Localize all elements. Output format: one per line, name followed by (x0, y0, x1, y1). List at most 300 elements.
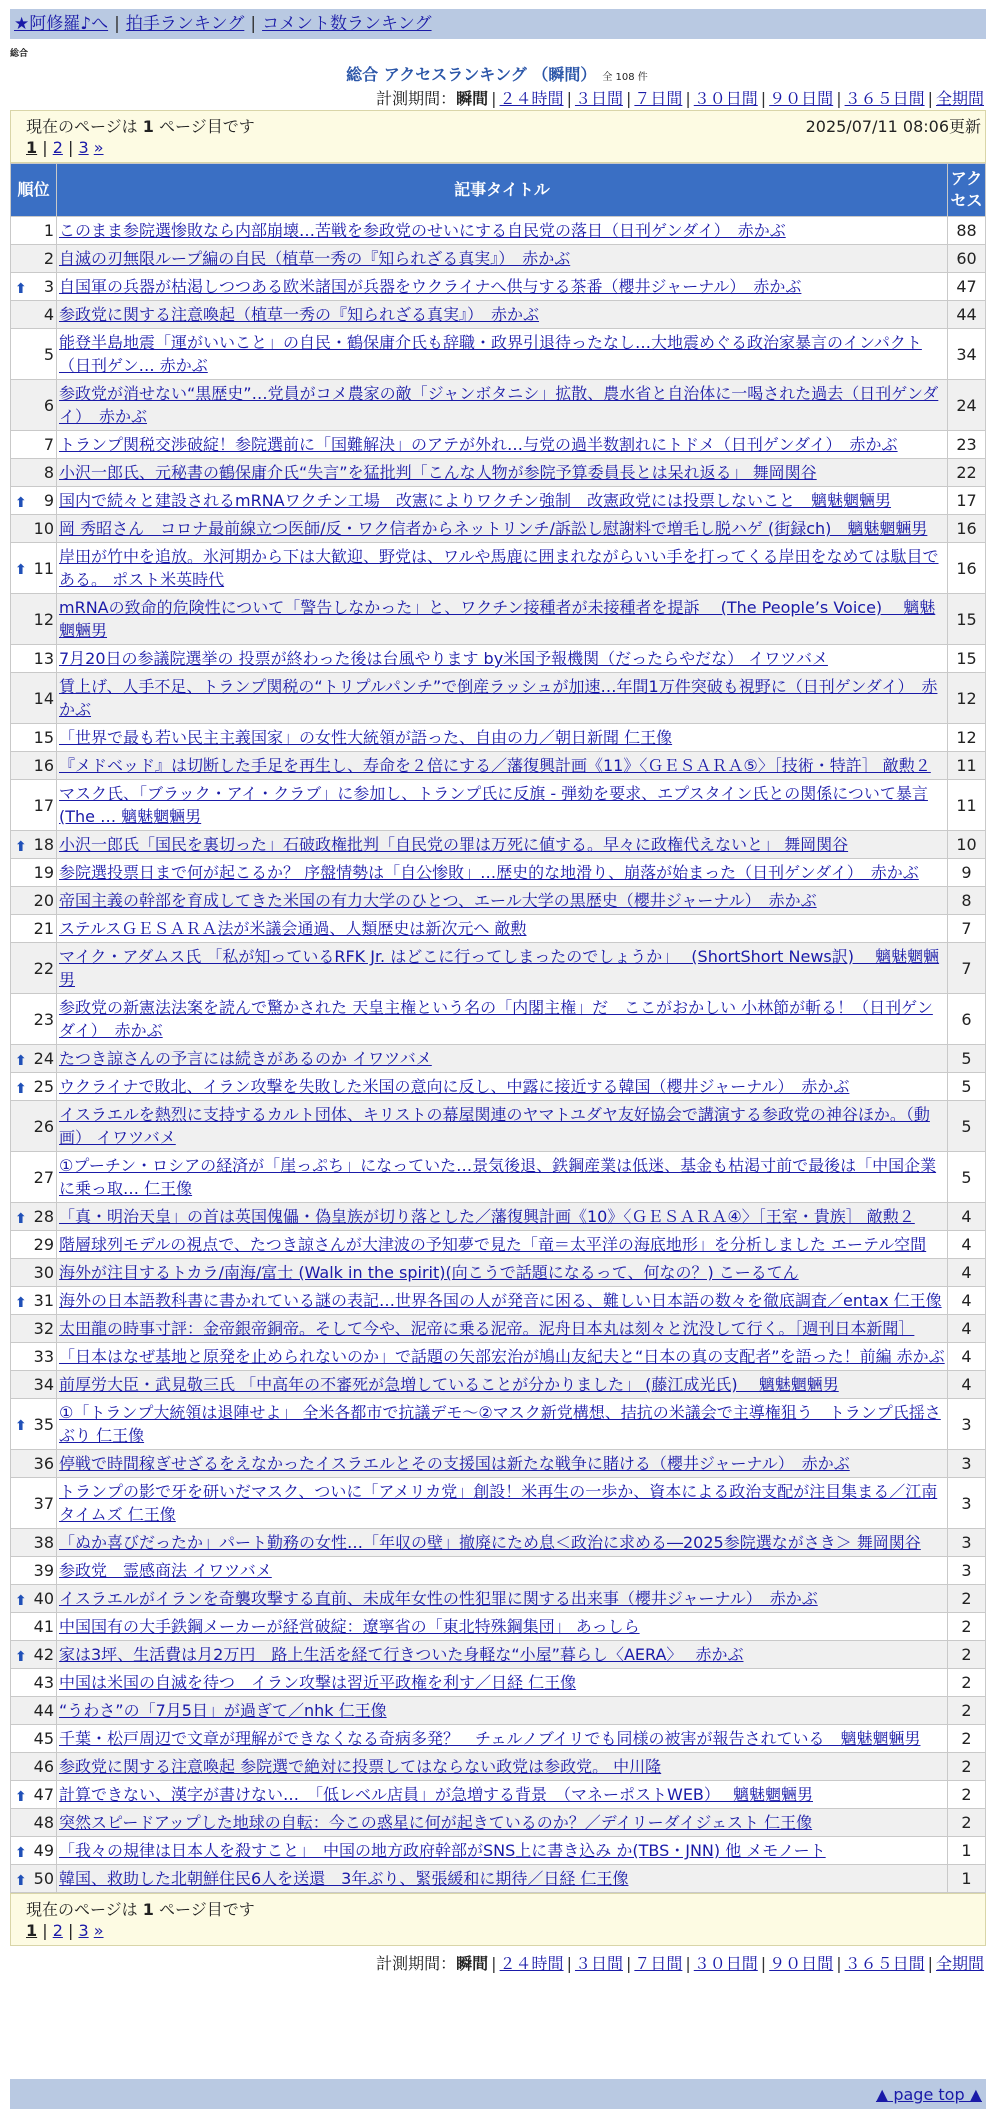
period-link[interactable]: ２４時間 (499, 1954, 564, 1973)
period-link[interactable]: ３６５日間 (844, 89, 925, 108)
table-row (11, 1641, 986, 1669)
nav-separator: | (114, 14, 120, 34)
article-link[interactable]: 家は3坪、生活費は月2万円 路上生活を経て行きついた身軽な“小屋”暮らし〈AERA〉 赤かぶ (59, 1645, 744, 1664)
table-row (11, 1725, 986, 1753)
article-link[interactable]: 中国は米国の自滅を待つ イラン攻撃は習近平政権を利す／日経 仁王像 (59, 1673, 577, 1692)
title-cell (57, 1478, 948, 1529)
title-cell (57, 1725, 948, 1753)
period-separator: | (760, 89, 767, 108)
access-count: 24 (948, 380, 986, 431)
rank-cell (11, 1809, 57, 1837)
page-top-link[interactable]: ▲ page top ▲ (875, 2085, 982, 2104)
table-row (11, 1450, 986, 1478)
article-link[interactable]: 計算できない、漢字が書けない… 「低レベル店員」が急増する背景 （マネーポストWEB） 魑魅魍魎男 (59, 1785, 813, 1804)
article-link[interactable]: 「日本はなぜ基地と原発を止められないのか」で話題の矢部宏治が鳩山友紀夫と“日本の真の支配者”を語った！前編 赤かぶ (59, 1347, 945, 1366)
rank-cell (11, 1073, 57, 1101)
access-count: 1 (948, 1837, 986, 1865)
access-count: 11 (948, 780, 986, 831)
pager-separator: | (37, 138, 53, 157)
table-row (11, 1478, 986, 1529)
period-link[interactable]: ９０日間 (769, 89, 834, 108)
article-link[interactable]: ①プーチン・ロシアの経済が「崖っぷち」になっていた…景気後退、鉄鋼産業は低迷、基金も枯渇寸前で最後は「中国企業に乗っ取… 仁王像 (59, 1156, 937, 1198)
article-link[interactable]: 国内で続々と建設されるmRNAワクチン工場 改憲によりワクチン強制 改憲政党には投票しないこと 魑魅魍魎男 (59, 491, 892, 510)
pager-page-link[interactable]: 2 (52, 138, 63, 157)
pager-current-page: 1 (26, 1921, 38, 1940)
title-cell (57, 915, 948, 943)
rank-number: 42 (33, 1645, 54, 1664)
article-link[interactable]: 参政党に関する注意喚起（植草一秀の『知られざる真実』） 赤かぶ (59, 305, 540, 324)
rank-cell (11, 887, 57, 915)
table-row (11, 752, 986, 780)
article-link[interactable]: 岡 秀昭さん コロナ最前線立つ医師/反・ワク信者からネットリンチ/訴訟し慰謝料で増毛し脱ハゲ (街録ch) 魑魅魍魎男 (59, 519, 928, 538)
access-count: 4 (948, 1343, 986, 1371)
access-count: 4 (948, 1231, 986, 1259)
rank-up-arrow-icon: ⬆ (15, 280, 27, 297)
rank-cell (11, 1529, 57, 1557)
access-count: 2 (948, 1585, 986, 1613)
period-link[interactable]: ３日間 (574, 1954, 623, 1973)
access-count: 2 (948, 1641, 986, 1669)
access-count: 16 (948, 515, 986, 543)
article-link[interactable]: ①「トランプ大統領は退陣せよ」 全米各都市で抗議デモ～②マスク新党構想、拮抗の米議会で主導権狙う トランプ氏揺さぶり 仁王像 (59, 1403, 941, 1445)
article-link[interactable]: 自国軍の兵器が枯渇しつつある欧米諸国が兵器をウクライナへ供与する茶番（櫻井ジャーナル） 赤かぶ (59, 277, 802, 296)
period-link[interactable]: ２４時間 (499, 89, 564, 108)
period-link[interactable]: ３０日間 (693, 1954, 758, 1973)
access-count: 44 (948, 301, 986, 329)
table-row (11, 1259, 986, 1287)
table-row (11, 1837, 986, 1865)
access-count: 7 (948, 943, 986, 994)
rank-number: 36 (33, 1454, 54, 1473)
title-cell (57, 780, 948, 831)
rank-cell (11, 217, 57, 245)
rank-number: 2 (43, 249, 54, 268)
rank-cell (11, 245, 57, 273)
table-row (11, 673, 986, 724)
rank-cell (11, 724, 57, 752)
pager-page-link[interactable]: 3 (78, 138, 89, 157)
rank-number: 22 (33, 958, 54, 978)
access-count: 2 (948, 1781, 986, 1809)
article-link[interactable]: 参政党 霊感商法 イワツバメ (59, 1561, 272, 1580)
rank-number: 41 (33, 1617, 54, 1636)
rank-number: 47 (33, 1785, 54, 1804)
rank-cell (11, 329, 57, 380)
article-link[interactable]: 「世界で最も若い民主主義国家」の女性大統領が語った、自由の力／朝日新聞 仁王像 (59, 728, 673, 747)
table-row (11, 1045, 986, 1073)
table-row (11, 1231, 986, 1259)
rank-number: 43 (33, 1673, 54, 1692)
rank-cell (11, 780, 57, 831)
rank-number: 37 (33, 1493, 54, 1513)
title-cell (57, 543, 948, 594)
article-link[interactable]: 7月20日の参議院選挙の 投票が終わった後は台風やります by米国予報機関（だったらやだな） イワツバメ (59, 649, 828, 668)
table-row (11, 859, 986, 887)
table-row (11, 1073, 986, 1101)
rank-number: 31 (33, 1291, 54, 1310)
article-link[interactable]: 『メドベッド』は切断した手足を再生し、寿命を２倍にする／藩復興計画《11》〈ＧＥＳＡＲＡ⑤〉［技術・特許］ 敵勲２ (59, 756, 931, 775)
access-count: 2 (948, 1613, 986, 1641)
rank-cell (11, 301, 57, 329)
table-row (11, 943, 986, 994)
title-cell (57, 1697, 948, 1725)
rank-number: 1 (43, 221, 54, 240)
table-row (11, 994, 986, 1045)
period-link[interactable]: 全期間 (935, 1954, 984, 1973)
table-row (11, 380, 986, 431)
access-count: 12 (948, 673, 986, 724)
rank-cell (11, 943, 57, 994)
rank-cell (11, 1371, 57, 1399)
period-link[interactable]: 全期間 (935, 89, 984, 108)
ranking-table (10, 163, 986, 1893)
rank-cell (11, 859, 57, 887)
rank-cell (11, 1641, 57, 1669)
article-link[interactable]: 自滅の刃無限ループ編の自民（植草一秀の『知られざる真実』） 赤かぶ (59, 249, 571, 268)
title-cell (57, 831, 948, 859)
rank-number: 6 (43, 395, 54, 415)
table-row (11, 487, 986, 515)
access-count: 6 (948, 994, 986, 1045)
article-link[interactable]: 帝国主義の幹部を育成してきた米国の有力大学のひとつ、エール大学の黒歴史（櫻井ジャーナル） 赤かぶ (59, 891, 817, 910)
rank-cell (11, 1613, 57, 1641)
period-separator: | (491, 1954, 497, 1973)
rank-number: 9 (43, 491, 54, 510)
bottom-bar (10, 2079, 986, 2109)
article-link[interactable]: 「真・明治天皇」の首は英国傀儡・偽皇族が切り落とした／藩復興計画《10》〈ＧＥＳＡＲＡ④〉［王室・貴族］ 敵勲２ (59, 1207, 915, 1226)
access-count: 17 (948, 487, 986, 515)
article-link[interactable]: 千葉・松戸周辺で文章が理解ができなくなる奇病多発？ チェルノブイリでも同様の被害が報告されている 魑魅魍魎男 (59, 1729, 921, 1748)
title-cell (57, 1259, 948, 1287)
article-link[interactable]: たつき諒さんの予言には続きがあるのか イワツバメ (59, 1049, 432, 1068)
title-cell (57, 217, 948, 245)
title-cell (57, 1753, 948, 1781)
title-cell (57, 1203, 948, 1231)
table-row (11, 1865, 986, 1893)
article-link[interactable]: マスク氏、「ブラック・アイ・クラブ」に参加し、トランプ氏に反旗 - 弾劾を要求、エプスタイン氏との関係について暴言(The … 魑魅魍魎男 (59, 784, 928, 826)
title-cell (57, 380, 948, 431)
table-row (11, 780, 986, 831)
rank-number: 29 (33, 1235, 54, 1254)
title-cell (57, 994, 948, 1045)
rank-up-arrow-icon: ⬆ (15, 562, 27, 578)
title-cell (57, 515, 948, 543)
rank-number: 10 (33, 519, 54, 538)
article-link[interactable]: イスラエルを熱烈に支持するカルト団体、キリストの幕屋関連のヤマトユダヤ友好協会で講演する参政党の神谷ほか。（動画） イワツバメ (59, 1105, 930, 1147)
title-cell (57, 487, 948, 515)
rank-cell (11, 1399, 57, 1450)
period-label: 計測期間： (376, 1954, 457, 1973)
article-link[interactable]: 前厚労大臣・武見敬三氏 「中高年の不審死が急増していることが分かりました」 (藤江成光氏) 魑魅魍魎男 (59, 1375, 839, 1394)
clap-ranking-link[interactable]: 拍手ランキング (125, 14, 245, 34)
page-info: 現在のページは 1 ページ目です (26, 117, 255, 136)
table-row (11, 1315, 986, 1343)
title-cell (57, 1585, 948, 1613)
period-separator: | (566, 1954, 572, 1973)
access-count: 5 (948, 1045, 986, 1073)
rank-cell (11, 1478, 57, 1529)
title-cell (57, 1399, 948, 1450)
rank-number: 7 (43, 435, 54, 454)
rank-number: 35 (33, 1414, 54, 1434)
article-link[interactable]: 韓国、救助した北朝鮮住民6人を送還 3年ぶり、緊張緩和に期待／日経 仁王像 (59, 1869, 629, 1888)
rank-number: 3 (43, 277, 54, 296)
ranking-title: 総合 アクセスランキング （瞬間） (346, 65, 597, 84)
rank-number: 39 (33, 1561, 54, 1580)
article-link[interactable]: 能登半島地震「運がいいこと」の自民・鶴保庸介氏も辞職・政界引退待ったなし…大地震めぐる政治家暴言のインパクト（日刊ゲン… 赤かぶ (59, 333, 922, 375)
home-link[interactable]: ★阿修羅♪へ (14, 14, 109, 34)
pager-page-link[interactable]: 3 (78, 1921, 89, 1940)
rank-number: 13 (33, 649, 54, 668)
article-link[interactable]: ウクライナで敗北、イラン攻撃を失敗した米国の意向に反し、中露に接近する韓国（櫻井ジャーナル） 赤かぶ (59, 1077, 850, 1096)
table-row (11, 1781, 986, 1809)
period-link[interactable]: ９０日間 (769, 1954, 834, 1973)
title-cell (57, 431, 948, 459)
table-row (11, 1152, 986, 1203)
access-count: 1 (948, 1865, 986, 1893)
access-count: 5 (948, 1073, 986, 1101)
access-count: 2 (948, 1697, 986, 1725)
article-link[interactable]: イスラエルがイランを奇襲攻撃する直前、未成年女性の性犯罪に関する出来事（櫻井ジャーナル） 赤かぶ (59, 1589, 818, 1608)
pager-next-link[interactable]: » (93, 1921, 104, 1940)
title-cell (57, 1450, 948, 1478)
title-cell (57, 1669, 948, 1697)
table-row (11, 645, 986, 673)
article-link[interactable]: 階層球列モデルの視点で、たつき諒さんが大津波の予知夢で見た「竜＝太平洋の海底地形」を分析しました エーテル空間 (59, 1235, 927, 1254)
title-cell (57, 1529, 948, 1557)
title-cell (57, 1865, 948, 1893)
access-count: 10 (948, 831, 986, 859)
title-column-header: 記事タイトル (57, 164, 948, 217)
table-row (11, 1585, 986, 1613)
title-cell (57, 1152, 948, 1203)
rank-number: 45 (33, 1729, 54, 1748)
rank-cell (11, 915, 57, 943)
period-link[interactable]: ３６５日間 (844, 1954, 925, 1973)
rank-up-arrow-icon: ⬆ (15, 1080, 27, 1097)
article-link[interactable]: 参政党に関する注意喚起 参院選で絶対に投票してはならない政党は参政党。 中川隆 (59, 1757, 662, 1776)
rank-number: 25 (33, 1077, 54, 1096)
rank-cell (11, 1343, 57, 1371)
title-cell (57, 594, 948, 645)
period-separator: | (685, 1954, 691, 1973)
article-link[interactable]: 参政党が消せない“黒歴史”…党員がコメ農家の敵「ジャンボタニシ」拡散、農水省と自治体に一喝された過去（日刊ゲンダイ） 赤かぶ (59, 384, 939, 426)
rank-cell (11, 380, 57, 431)
period-link[interactable]: ７日間 (634, 1954, 683, 1973)
pager-next-link[interactable]: » (93, 138, 104, 157)
rank-up-arrow-icon: ⬆ (15, 1592, 27, 1609)
pager-separator: | (62, 138, 79, 157)
rank-cell (11, 1697, 57, 1725)
table-header-row (11, 164, 986, 217)
page-info-panel-bottom (10, 1893, 986, 1946)
title-cell (57, 1809, 948, 1837)
article-link[interactable]: 参院選投票日まで何が起こるか？ 序盤情勢は「自公惨敗」…歴史的な地滑り、崩落が始まった（日刊ゲンダイ） 赤かぶ (59, 863, 919, 882)
article-link[interactable]: マイク・アダムス氏 「私が知っているRFK Jr. はどこに行ってしまったのでしょうか」 (ShortShort News訳) 魑魅魍魎男 (59, 947, 940, 989)
pager-separator: | (62, 1921, 79, 1940)
article-link[interactable]: このまま参院選惨敗なら内部崩壊…苦戦を参政党のせいにする自民党の落日（日刊ゲンダイ） 赤かぶ (59, 221, 786, 240)
rank-cell (11, 1152, 57, 1203)
title-cell (57, 301, 948, 329)
access-count: 88 (948, 217, 986, 245)
access-count: 12 (948, 724, 986, 752)
rank-number: 26 (33, 1116, 54, 1136)
rank-number: 46 (33, 1757, 54, 1776)
pager-current-page: 1 (26, 138, 38, 157)
table-row (11, 1371, 986, 1399)
table-row (11, 724, 986, 752)
rank-cell (11, 1203, 57, 1231)
rank-cell (11, 594, 57, 645)
rank-number: 19 (33, 863, 54, 882)
access-count: 9 (948, 859, 986, 887)
table-row (11, 515, 986, 543)
article-link[interactable]: 「我々の規律は日本人を殺すこと」 中国の地方政府幹部がSNS上に書き込み か(TBS・JNN) 他 メモノート (59, 1841, 826, 1860)
table-row (11, 1809, 986, 1837)
page-info: 現在のページは 1 ページ目です (26, 1900, 255, 1919)
rank-number: 48 (33, 1813, 54, 1832)
period-link[interactable]: ３日間 (574, 89, 623, 108)
article-link[interactable]: 海外が注目するトカラ/南海/富士 (Walk in the spirit)(向こうで話題になるって、何なの？) こーるてん (59, 1263, 799, 1282)
article-link[interactable]: 小沢一郎氏、元秘書の鶴保庸介氏“失言”を猛批判「こんな人物が参院予算委員長とは呆れ返る」 舞岡関谷 (59, 463, 817, 482)
table-row (11, 1203, 986, 1231)
access-count: 15 (948, 594, 986, 645)
table-row (11, 431, 986, 459)
rank-number: 11 (33, 558, 54, 578)
period-separator: | (927, 1954, 933, 1973)
access-column-header: アクセス (948, 164, 986, 217)
rank-column-header: 順位 (11, 164, 57, 217)
rank-number: 27 (33, 1167, 54, 1187)
rank-number: 49 (33, 1841, 54, 1860)
title-cell (57, 273, 948, 301)
rank-number: 44 (33, 1701, 54, 1720)
rank-cell (11, 1101, 57, 1152)
article-link[interactable]: 「ぬか喜びだったか」パート勤務の女性…「年収の壁」撤廃にため息＜政治に求める―2025参院選ながさき＞ 舞岡関谷 (59, 1533, 921, 1552)
access-count: 7 (948, 915, 986, 943)
access-count: 5 (948, 1101, 986, 1152)
title-cell (57, 1557, 948, 1585)
article-link[interactable]: ステルスＧＥＳＡＲＡ法が米議会通過、人類歴史は新次元へ 敵勲 (59, 919, 527, 938)
table-row (11, 1399, 986, 1450)
article-link[interactable]: 停戦で時間稼ぎせざるをえなかったイスラエルとその支援国は新たな戦争に賭ける（櫻井ジャーナル） 赤かぶ (59, 1454, 850, 1473)
title-cell (57, 859, 948, 887)
title-cell (57, 752, 948, 780)
article-link[interactable]: 突然スピードアップした地球の自転：今この惑星に何が起きているのか？／デイリーダイジェスト 仁王像 (59, 1813, 813, 1832)
article-link[interactable]: 岸田が竹中を追放。氷河期から下は大歓迎、野党は、ワルや馬鹿に囲まれながらいい手を打ってくる岸田をなめては駄目である。 ポスト米英時代 (59, 547, 939, 589)
rank-cell (11, 1753, 57, 1781)
access-count: 3 (948, 1529, 986, 1557)
rank-cell (11, 673, 57, 724)
rank-number: 28 (33, 1207, 54, 1226)
access-count: 23 (948, 431, 986, 459)
rank-cell (11, 1450, 57, 1478)
title-cell (57, 1315, 948, 1343)
title-cell (57, 1641, 948, 1669)
article-link[interactable]: 中国国有の大手鉄鋼メーカーが経営破綻：遼寧省の「東北特殊鋼集団」 あっしら (59, 1617, 640, 1636)
article-link[interactable]: 太田龍の時事寸評：金帝銀帝銅帝。そして今や、泥帝に乗る泥帝。泥舟日本丸は刻々と沈没して行く。［週刊日本新聞］ (59, 1319, 915, 1338)
title-cell (57, 887, 948, 915)
title-cell (57, 1343, 948, 1371)
access-count: 60 (948, 245, 986, 273)
rank-up-arrow-icon: ⬆ (15, 1210, 27, 1227)
rank-number: 17 (33, 795, 54, 815)
rank-cell (11, 1865, 57, 1893)
table-row (11, 1343, 986, 1371)
rank-up-arrow-icon: ⬆ (15, 1648, 27, 1665)
rank-number: 15 (33, 728, 54, 747)
title-cell (57, 1781, 948, 1809)
item-count: 全 108 件 (602, 72, 648, 83)
pager-separator: | (37, 1921, 53, 1940)
period-current: 瞬間 (456, 1954, 489, 1973)
table-row (11, 1753, 986, 1781)
rank-up-arrow-icon: ⬆ (15, 1418, 27, 1434)
rank-up-arrow-icon: ⬆ (15, 1844, 27, 1861)
period-link[interactable]: ３０日間 (693, 89, 758, 108)
rank-cell (11, 752, 57, 780)
rank-cell (11, 487, 57, 515)
period-separator: | (685, 89, 691, 108)
table-row (11, 301, 986, 329)
article-link[interactable]: mRNAの致命的危険性について「警告しなかった」と、ワクチン接種者が未接種者を提訴 (The People’s Voice) 魑魅魍魎男 (59, 598, 936, 640)
article-link[interactable]: 小沢一郎氏「国民を裏切った」石破政権批判「自民党の罪は万死に値する。早々に政権代えないと」 舞岡関谷 (59, 835, 849, 854)
pager-bottom (26, 1921, 104, 1940)
rank-number: 14 (33, 688, 54, 708)
title-cell (57, 1073, 948, 1101)
table-row (11, 1529, 986, 1557)
title-cell (57, 645, 948, 673)
table-row (11, 543, 986, 594)
rank-cell (11, 831, 57, 859)
rank-number: 20 (33, 891, 54, 910)
article-link[interactable]: 海外の日本語教科書に書かれている謎の表記…世界各国の人が発音に困る、難しい日本語の数々を徹底調査／entax 仁王像 (59, 1291, 942, 1310)
rank-cell (11, 273, 57, 301)
title-cell (57, 1371, 948, 1399)
table-row (11, 1557, 986, 1585)
rank-number: 16 (33, 756, 54, 775)
rank-cell (11, 1231, 57, 1259)
title-cell (57, 1613, 948, 1641)
period-link[interactable]: ７日間 (634, 89, 683, 108)
article-link[interactable]: トランプの影で牙を研いだマスク、ついに「アメリカ党」創設！米再生の一歩か、資本による政治支配が注目集まる／江南タイムズ 仁王像 (59, 1482, 938, 1524)
article-link[interactable]: 参政党の新憲法法案を読んで驚かされた 天皇主権という名の「内閣主権」だ ここがおかしい 小林節が斬る！（日刊ゲンダイ） 赤かぶ (59, 998, 933, 1040)
article-link[interactable]: 賃上げ、人手不足、トランプ関税の“トリプルパンチ”で倒産ラッシュが加速…年間1万件突破も視野に（日刊ゲンダイ） 赤かぶ (59, 677, 938, 719)
article-link[interactable]: “うわさ”の「7月5日」が過ぎて／nhk 仁王像 (59, 1701, 387, 1720)
access-count: 47 (948, 273, 986, 301)
article-link[interactable]: トランプ関税交渉破綻！参院選前に「国難解決」のアテが外れ…与党の過半数割れにトドメ（日刊ゲンダイ） 赤かぶ (59, 435, 898, 454)
pager-page-link[interactable]: 2 (52, 1921, 63, 1940)
rank-cell (11, 1557, 57, 1585)
title-cell (57, 1287, 948, 1315)
access-count: 3 (948, 1450, 986, 1478)
rank-number: 8 (43, 463, 54, 482)
access-count: 15 (948, 645, 986, 673)
access-count: 16 (948, 543, 986, 594)
table-row (11, 887, 986, 915)
access-count: 4 (948, 1287, 986, 1315)
rank-number: 5 (43, 344, 54, 364)
title-cell (57, 1101, 948, 1152)
period-separator: | (625, 1954, 632, 1973)
comment-ranking-link[interactable]: コメント数ランキング (262, 14, 432, 34)
rank-number: 30 (33, 1263, 54, 1282)
rank-number: 32 (33, 1319, 54, 1338)
table-row (11, 1697, 986, 1725)
page-info-panel-top (10, 110, 986, 163)
access-count: 34 (948, 329, 986, 380)
table-row (11, 1669, 986, 1697)
